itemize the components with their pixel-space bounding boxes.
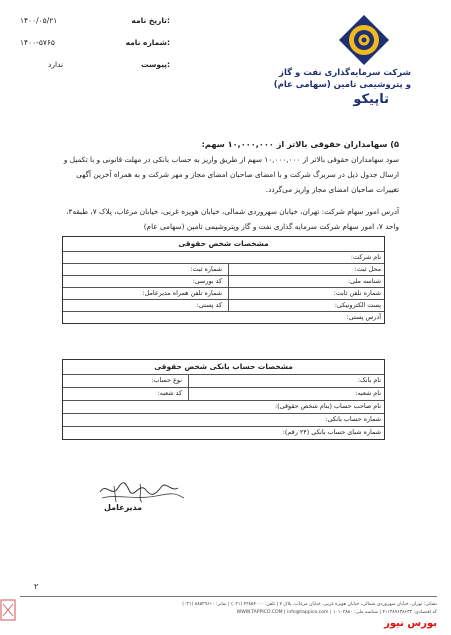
table-row [63, 400, 384, 413]
table-row [63, 275, 384, 287]
table-row [63, 263, 384, 275]
address-line: آدرس امور سهام شرکت: تهران، خیابان سهروردی شمالی، خیابان هویزه غربی، خیابان مرغاب، پلاک ۷، طبقه۴، [66, 207, 399, 216]
section-paragraph-line: ارسال جدول ذیل در سربرگ شرکت و با امضای صاحبان امضای مجاز و مهر شرکت و به همراه آخرین آگهی [76, 170, 399, 179]
table-row [63, 387, 384, 400]
field-label: آدرس پستی: [346, 313, 381, 321]
signatory-role: مدیرعامل [104, 503, 143, 512]
letter-number-label: شماره نامه: [125, 38, 170, 47]
bank-account-table [62, 359, 385, 440]
footer-divider [20, 596, 437, 597]
legal-entity-table [62, 236, 385, 324]
section-paragraph-line: تغییرات صاحبان امضای مجاز واریز می‌گردد. [265, 185, 399, 194]
company-name-line2: و پتروشیمی تامین (سهامی عام) [273, 80, 411, 90]
table-row [63, 251, 384, 263]
table-row [63, 374, 384, 387]
table-caption: مشخصات حساب بانکی شخص حقوقی [154, 362, 293, 371]
field-label: شماره حساب بانکی: [325, 415, 381, 423]
field-label: پست الکترونیکی: [334, 301, 381, 309]
section-paragraph-line: سود سهامداران حقوقی بالاتر از ۱۰,۰۰۰,۰۰۰ سهم از طریق واریز به حساب بانکی در مهلت قانونی و با تکمیل و [63, 155, 399, 164]
field-label: نام بانک: [357, 376, 381, 384]
field-label: شناسه ملی: [347, 277, 381, 285]
footer-contact: کد اقتصادی: ۴۱۱۳۸۹۶۳۸۶۳۳ | شناسه ملی: ۱۰۱۰۲۸۸۰ | WWW.TAPPICO.COM | info@tappico.com [236, 610, 437, 615]
table-row [63, 287, 384, 299]
field-label: محل ثبت: [354, 265, 381, 273]
field-label: شماره ثبت: [190, 265, 222, 273]
letter-number-value: ۱۴۰۰-۵۷۶۵ [20, 38, 55, 47]
table-caption: مشخصات شخص حقوقی [178, 239, 269, 248]
table-row [63, 426, 384, 439]
table-row [63, 311, 384, 323]
address-line: واحد ۷، امور سهام شرکت سرمایه گذاری نفت و گاز وپتروشیمی تامین (سهامی عام) [143, 222, 399, 231]
field-label: نام صاحب حساب (بنام شخص حقوقی): [275, 402, 381, 410]
attachment-value: ندارد [48, 60, 64, 69]
page-number: ۲ [34, 582, 39, 591]
section-title: ۵) سهامداران حقوقی بالاتر از ۱۰,۰۰۰,۰۰۰ سهم: [201, 139, 399, 149]
field-label: نام شعبه: [355, 389, 381, 397]
watermark-logo: بورس نیوز [384, 618, 437, 629]
field-label: کد پستی: [196, 301, 222, 309]
footer-address: نشانی: تهران، خیابان سهروردی شمالی، خیابان هویزه غربی، خیابان مرغاب، پلاک ۷ | تلفن: ۴۲۸۵۴۰۰۰ (۰۲۱) | نمابر: ۸۸۵۲۹۶۱۰ (۰۲۱) [182, 602, 437, 607]
field-label: کد بورسی: [192, 277, 222, 285]
field-label: نام شرکت: [350, 253, 381, 261]
brand-name: تاپیکو [353, 92, 389, 107]
table-row [63, 413, 384, 426]
field-label: نوع حساب: [151, 376, 182, 384]
seal-mark-icon [0, 598, 20, 624]
field-label: شماره تلفن همراه مدیرعامل: [142, 289, 222, 297]
table-row [63, 299, 384, 311]
letter-date-value: ۱۴۰۰/۰۵/۲۱ [20, 16, 58, 25]
company-logo-icon [338, 14, 390, 66]
field-label: کد شعبه: [157, 389, 182, 397]
company-name-line1: شرکت سرمایه‌گذاری نفت و گاز [279, 68, 411, 78]
field-label: شماره تلفن ثابت: [333, 289, 381, 297]
attachment-label: پیوست: [141, 60, 170, 69]
letter-date-label: تاریخ نامه: [131, 16, 170, 25]
field-label: شماره شبای حساب بانکی (۲۴ رقم): [282, 428, 381, 436]
